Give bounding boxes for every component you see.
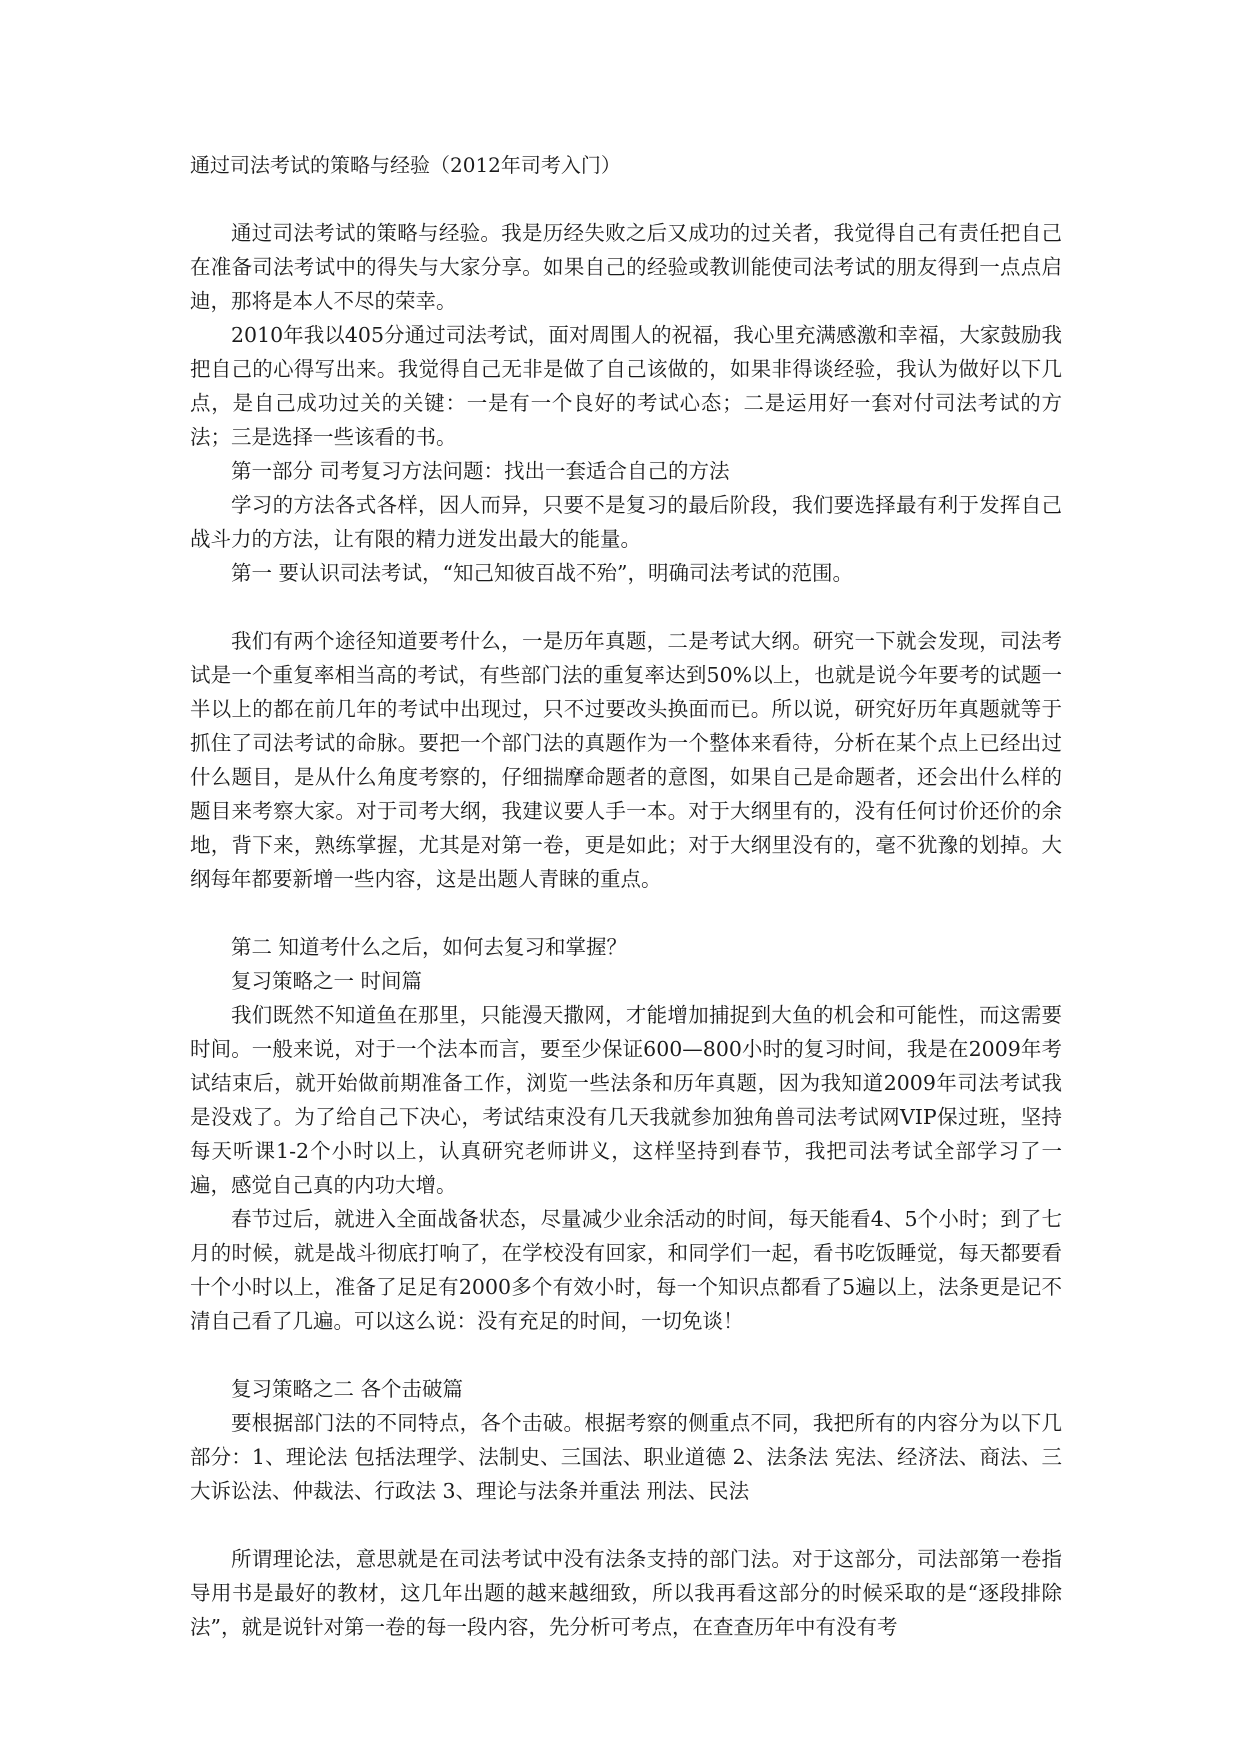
paragraph: 要根据部门法的不同特点，各个击破。根据考察的侧重点不同，我把所有的内容分为以下几部分：1、理论法 包括法理学、法制史、三国法、职业道德 2、法条法 宪法、经济法、商法、三大诉讼法、仲裁法、行政法 3、理论与法条并重法 刑法、民法 xyxy=(190,1411,1062,1503)
document-page xyxy=(190,148,1062,1644)
paragraph: 2010年我以405分通过司法考试，面对周围人的祝福，我心里充满感激和幸福，大家鼓励我把自己的心得写出来。我觉得自己无非是做了自己该做的，如果非得谈经验，我认为做好以下几点，是自己成功过关的关键：一是有一个良好的考试心态；二是运用好一套对付司法考试的方法；三是选择一些该看的书。 xyxy=(190,323,1062,449)
paragraph: 第一部分 司考复习方法问题：找出一套适合自己的方法 xyxy=(231,459,730,483)
paragraph: 通过司法考试的策略与经验。我是历经失败之后又成功的过关者，我觉得自己有责任把自己在准备司法考试中的得失与大家分享。如果自己的经验或教训能使司法考试的朋友得到一点点启迪，那将是本人不尽的荣幸。 xyxy=(190,221,1062,313)
paragraph: 我们有两个途径知道要考什么，一是历年真题，二是考试大纲。研究一下就会发现，司法考试是一个重复率相当高的考试，有些部门法的重复率达到50%以上，也就是说今年要考的试题一半以上的都在前几年的考试中出现过，只不过要改头换面而已。所以说，研究好历年真题就等于抓住了司法考试的命脉。要把一个部门法的真题作为一个整体来看待，分析在某个点上已经出过什么题目，是从什么角度考察的，仔细揣摩命题者的意图，如果自己是命题者，还会出什么样的题目来考察大家。对于司考大纲，我建议要人手一本。对于大纲里有的，没有任何讨价还价的余地，背下来，熟练掌握，尤其是对第一卷，更是如此；对于大纲里没有的，毫不犹豫的划掉。大纲每年都要新增一些内容，这是出题人青睐的重点。 xyxy=(190,629,1062,891)
paragraph: 学习的方法各式各样，因人而异，只要不是复习的最后阶段，我们要选择最有利于发挥自己战斗力的方法，让有限的精力迸发出最大的能量。 xyxy=(190,493,1062,551)
document-body xyxy=(190,216,1062,1644)
paragraph: 复习策略之二 各个击破篇 xyxy=(231,1377,464,1401)
document-title: 通过司法考试的策略与经验（2012年司考入门） xyxy=(190,153,621,177)
paragraph: 春节过后，就进入全面战备状态，尽量减少业余活动的时间，每天能看4、5个小时；到了七月的时候，就是战斗彻底打响了，在学校没有回家，和同学们一起，看书吃饭睡觉，每天都要看十个小时以上，准备了足足有2000多个有效小时，每一个知识点都看了5遍以上，法条更是记不清自己看了几遍。可以这么说：没有充足的时间，一切免谈！ xyxy=(190,1207,1062,1333)
paragraph: 第一 要认识司法考试，“知己知彼百战不殆”，明确司法考试的范围。 xyxy=(231,561,853,585)
paragraph: 所谓理论法，意思就是在司法考试中没有法条支持的部门法。对于这部分，司法部第一卷指导用书是最好的教材，这几年出题的越来越细致，所以我再看这部分的时候采取的是“逐段排除法”，就是说针对第一卷的每一段内容，先分析可考点，在查查历年中有没有考 xyxy=(190,1547,1062,1639)
paragraph: 复习策略之一 时间篇 xyxy=(231,969,423,993)
paragraph: 我们既然不知道鱼在那里，只能漫天撒网，才能增加捕捉到大鱼的机会和可能性，而这需要时间。一般来说，对于一个法本而言，要至少保证600—800小时的复习时间，我是在2009年考试结束后，就开始做前期准备工作，浏览一些法条和历年真题，因为我知道2009年司法考试我是没戏了。为了给自己下决心，考试结束没有几天我就参加独角兽司法考试网VIP保过班，坚持每天听课1-2个小时以上，认真研究老师讲义，这样坚持到春节，我把司法考试全部学习了一遍，感觉自己真的内功大增。 xyxy=(190,1003,1062,1197)
paragraph: 第二 知道考什么之后，如何去复习和掌握？ xyxy=(231,935,628,959)
